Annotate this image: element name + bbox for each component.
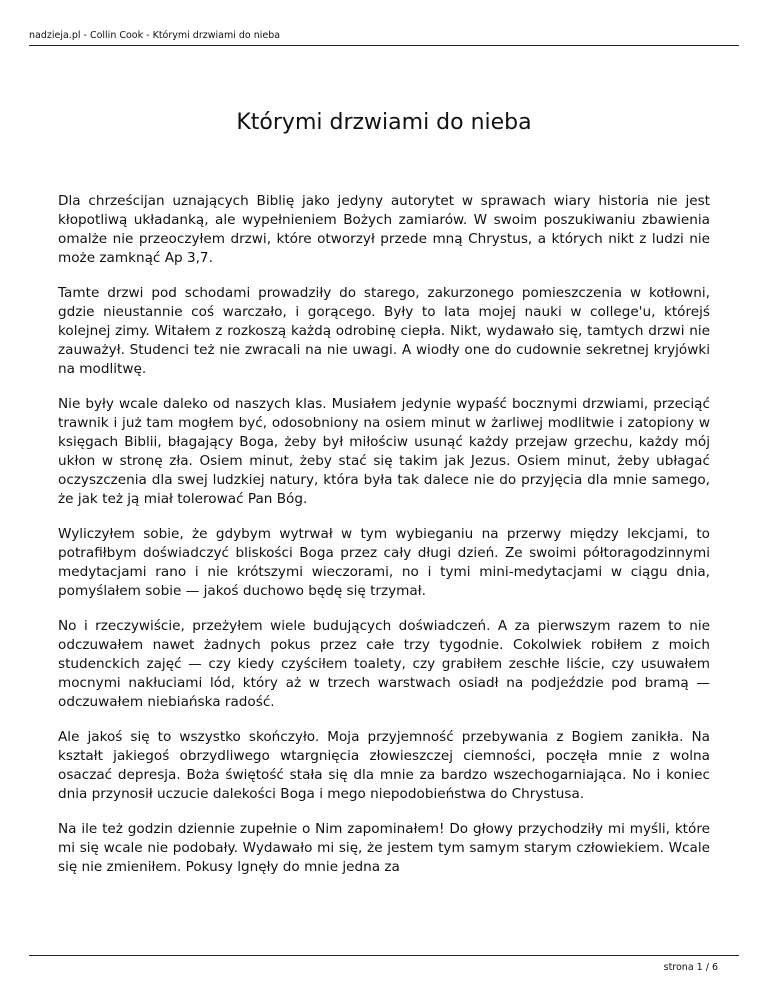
article-title: Którymi drzwiami do nieba [236,110,532,135]
article-body [58,192,710,893]
page-number: strona 1 / 6 [663,962,718,973]
footer-divider [29,955,739,956]
header-divider [29,45,739,46]
paragraph: Nie były wcale daleko od naszych klas. Musiałem jedynie wypaść bocznymi drzwiami, przeciąć trawnik i już tam mogłem być, odosobniony na osiem minut w żarliwej modlitwie i zatopiony w księgach Biblii, błagający Boga, żeby był miłościw usunąć każdy przejaw grzechu, każdy mój ukłon w stronę zła. Osiem minut, żeby stać się takim jak Jezus. Osiem minut, żeby ubłagać oczyszczenia dla swej ludzkiej natury, która była tak dalece nie do przyjęcia dla mnie samego, że jak też ją miał tolerować Pan Bóg. [58,396,710,507]
page-header: nadzieja.pl - Collin Cook - Którymi drzwiami do nieba [29,30,281,41]
paragraph: Tamte drzwi pod schodami prowadziły do starego, zakurzonego pomieszczenia w kotłowni, gdzie nieustannie coś warczało, i gorącego. Były to lata mojej nauki w college'u, którejś kolejnej zimy. Witałem z rozkoszą każdą odrobinę ciepła. Nikt, wydawało się, tamtych drzwi nie zauważył. Studenci też nie zwracali na nie uwagi. A wiodły one do cudownie sekretnej kryjówki na modlitwę. [58,285,710,377]
paragraph: Dla chrześcijan uznających Biblię jako jedyny autorytet w sprawach wiary historia nie jest kłopotliwą układanką, ale wypełnieniem Bożych zamiarów. W swoim poszukiwaniu zbawienia omalże nie przeoczyłem drzwi, które otworzył przede mną Chrystus, a których nikt z ludzi nie może zamknąć Ap 3,7. [58,193,710,266]
paragraph: Wyliczyłem sobie, że gdybym wytrwał w tym wybieganiu na przerwy między lekcjami, to potrafiłbym doświadczyć bliskości Boga przez cały długi dzień. Ze swoimi półtoragodzinnymi medytacjami rano i nie krótszymi wieczorami, no i tymi mini-medytacjami w ciągu dnia, pomyślałem sobie — jakoś duchowo będę się trzymał. [58,526,710,599]
paragraph: Na ile też godzin dziennie zupełnie o Nim zapominałem! Do głowy przychodziły mi myśli, które mi się wcale nie podobały. Wydawało mi się, że jestem tym samym starym człowiekiem. Wcale się nie zmieniłem. Pokusy lgnęły do mnie jedna za [58,821,710,875]
paragraph: Ale jakoś się to wszystko skończyło. Moja przyjemność przebywania z Bogiem zanikła. Na kształt jakiegoś obrzydliwego wtargnięcia złowieszczej ciemności, poczęła mnie z wolna osaczać depresja. Boża świętość stała się dla mnie za bardzo wszechogarniająca. No i koniec dnia przynosił uczucie dalekości Boga i mego niepodobieństwa do Chrystusa. [58,729,710,802]
paragraph: No i rzeczywiście, przeżyłem wiele budujących doświadczeń. A za pierwszym razem to nie odczuwałem nawet żadnych pokus przez całe trzy tygodnie. Cokolwiek robiłem z moich studenckich zajęć — czy kiedy czyściłem toalety, czy grabiłem zeschłe liście, czy usuwałem mocnymi nakłuciami lód, który aż w trzech warstwach osiadł na podjeździe pod bramą — odczuwałem niebiańska radość. [58,618,710,710]
